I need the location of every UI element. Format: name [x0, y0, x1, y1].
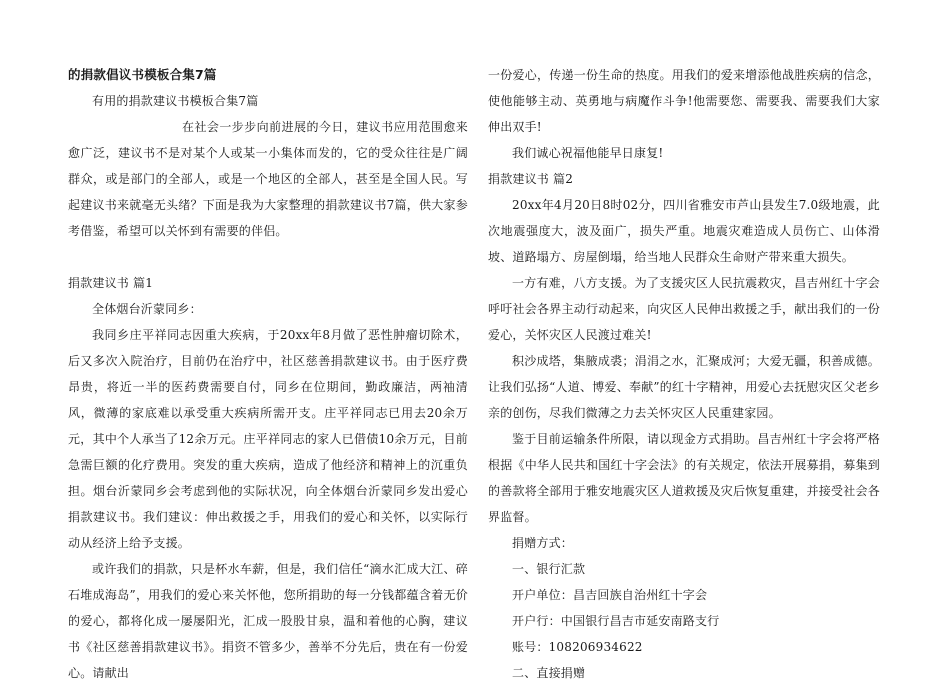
- left-column: [68, 62, 468, 686]
- section2-heading: 捐款建议书 篇2: [488, 172, 574, 186]
- right-column: [488, 62, 880, 686]
- bank-transfer-heading: 一、银行汇款: [512, 562, 586, 576]
- section1-paragraph-2-continued: 一份爱心，传递一份生命的热度。用我们的爱来增添他战胜疾病的信念，使他能够主动、英勇地与病魔作斗争!他需要您、需要我、需要我们大家伸出双手!: [488, 68, 880, 134]
- section2-paragraph-3: 积沙成塔，集腋成裘；涓涓之水，汇聚成河；大爱无疆，积善成德。让我们弘扬“人道、博爱、奉献”的红十字精神，用爱心去抚慰灾区父老乡亲的创伤，尽我们微薄之力去关怀灾区人民重建家园。: [488, 354, 880, 420]
- intro-paragraph: 在社会一步步向前进展的今日，建议书应用范围愈来愈广泛，建议书不是对某个人或某一小集体而发的，它的受众往往是广阔群众，或是部门的全部人，或是一个地区的全部人，甚至是全国人民。写起建议书来就毫无头绪？下面是我为大家整理的捐款建议书7篇，供大家参考借鉴，希望可以关怀到有需要的伴侣。: [68, 120, 468, 238]
- account-unit: 开户单位：昌吉回族自治州红十字会: [512, 588, 708, 602]
- document-subtitle: 有用的捐款建议书模板合集7篇: [92, 94, 259, 108]
- section1-salutation: 全体烟台沂蒙同乡：: [92, 302, 202, 316]
- section1-paragraph-1: 我同乡庄平祥同志因重大疾病，于20xx年8月做了恶性肿瘤切除术，后又多次入院治疗，目前仍在治疗中，社区慈善捐款建议书。由于医疗费昂贵，将近一半的医药费需要自付，同乡在位期间，勤政廉洁，两袖清风，微薄的家底难以承受重大疾病所需开支。庄平祥同志已用去20余万元，其中个人承当了12余万元。庄平祥同志的家人已借债10余万元，目前急需巨额的化疗费用。突发的重大疾病，造成了他经济和精神上的沉重负担。烟台沂蒙同乡会考虑到他的实际状况，向全体烟台沂蒙同乡发出爱心捐款建议书。我们建议：伸出救援之手，用我们的爱心和关怀，以实际行动从经济上给予支援。: [68, 328, 468, 550]
- account-number: 账号：108206934622: [512, 640, 643, 654]
- document-title: 的捐款倡议书模板合集7篇: [68, 67, 217, 82]
- section2-paragraph-1: 20xx年4月20日8时02分，四川省雅安市芦山县发生7.0级地震，此次地震强度大，波及面广，损失严重。地震灾难造成人员伤亡、山体滑坡、道路塌方、房屋倒塌，给当地人民群众生命财产带来重大损失。: [488, 198, 880, 264]
- section1-heading: 捐款建议书 篇1: [68, 276, 154, 290]
- section2-paragraph-2: 一方有难，八方支援。为了支援灾区人民抗震救灾，昌吉州红十字会呼吁社会各界主动行动起来，向灾区人民伸出救援之手，献出我们的一份爱心，关怀灾区人民渡过难关!: [488, 276, 880, 342]
- blank-line: [68, 244, 468, 270]
- account-bank: 开户行：中国银行昌吉市延安南路支行: [512, 614, 720, 628]
- donation-methods-label: 捐赠方式：: [512, 536, 574, 550]
- direct-donation-heading: 二、直接捐赠: [512, 666, 586, 680]
- section2-paragraph-4: 鉴于目前运输条件所限，请以现金方式捐助。昌吉州红十字会将严格根据《中华人民共和国红十字会法》的有关规定，依法开展募捐，募集到的善款将全部用于雅安地震灾区人道救援及灾后恢复重建，并接受社会各界监督。: [488, 432, 880, 524]
- section1-paragraph-2: 或许我们的捐款，只是杯水车薪，但是，我们信任“滴水汇成大江、碎石堆成海岛”，用我们的爱心来关怀他，您所捐助的每一分钱都蕴含着无价的爱心，都将化成一屡屡阳光，汇成一股股甘泉，温和着他的心胸，建议书《社区慈善捐款建议书》。捐资不管多少，善举不分先后，贵在有一份爱心。请献出: [68, 562, 468, 680]
- section1-closing: 我们诚心祝福他能早日康复!: [512, 146, 664, 160]
